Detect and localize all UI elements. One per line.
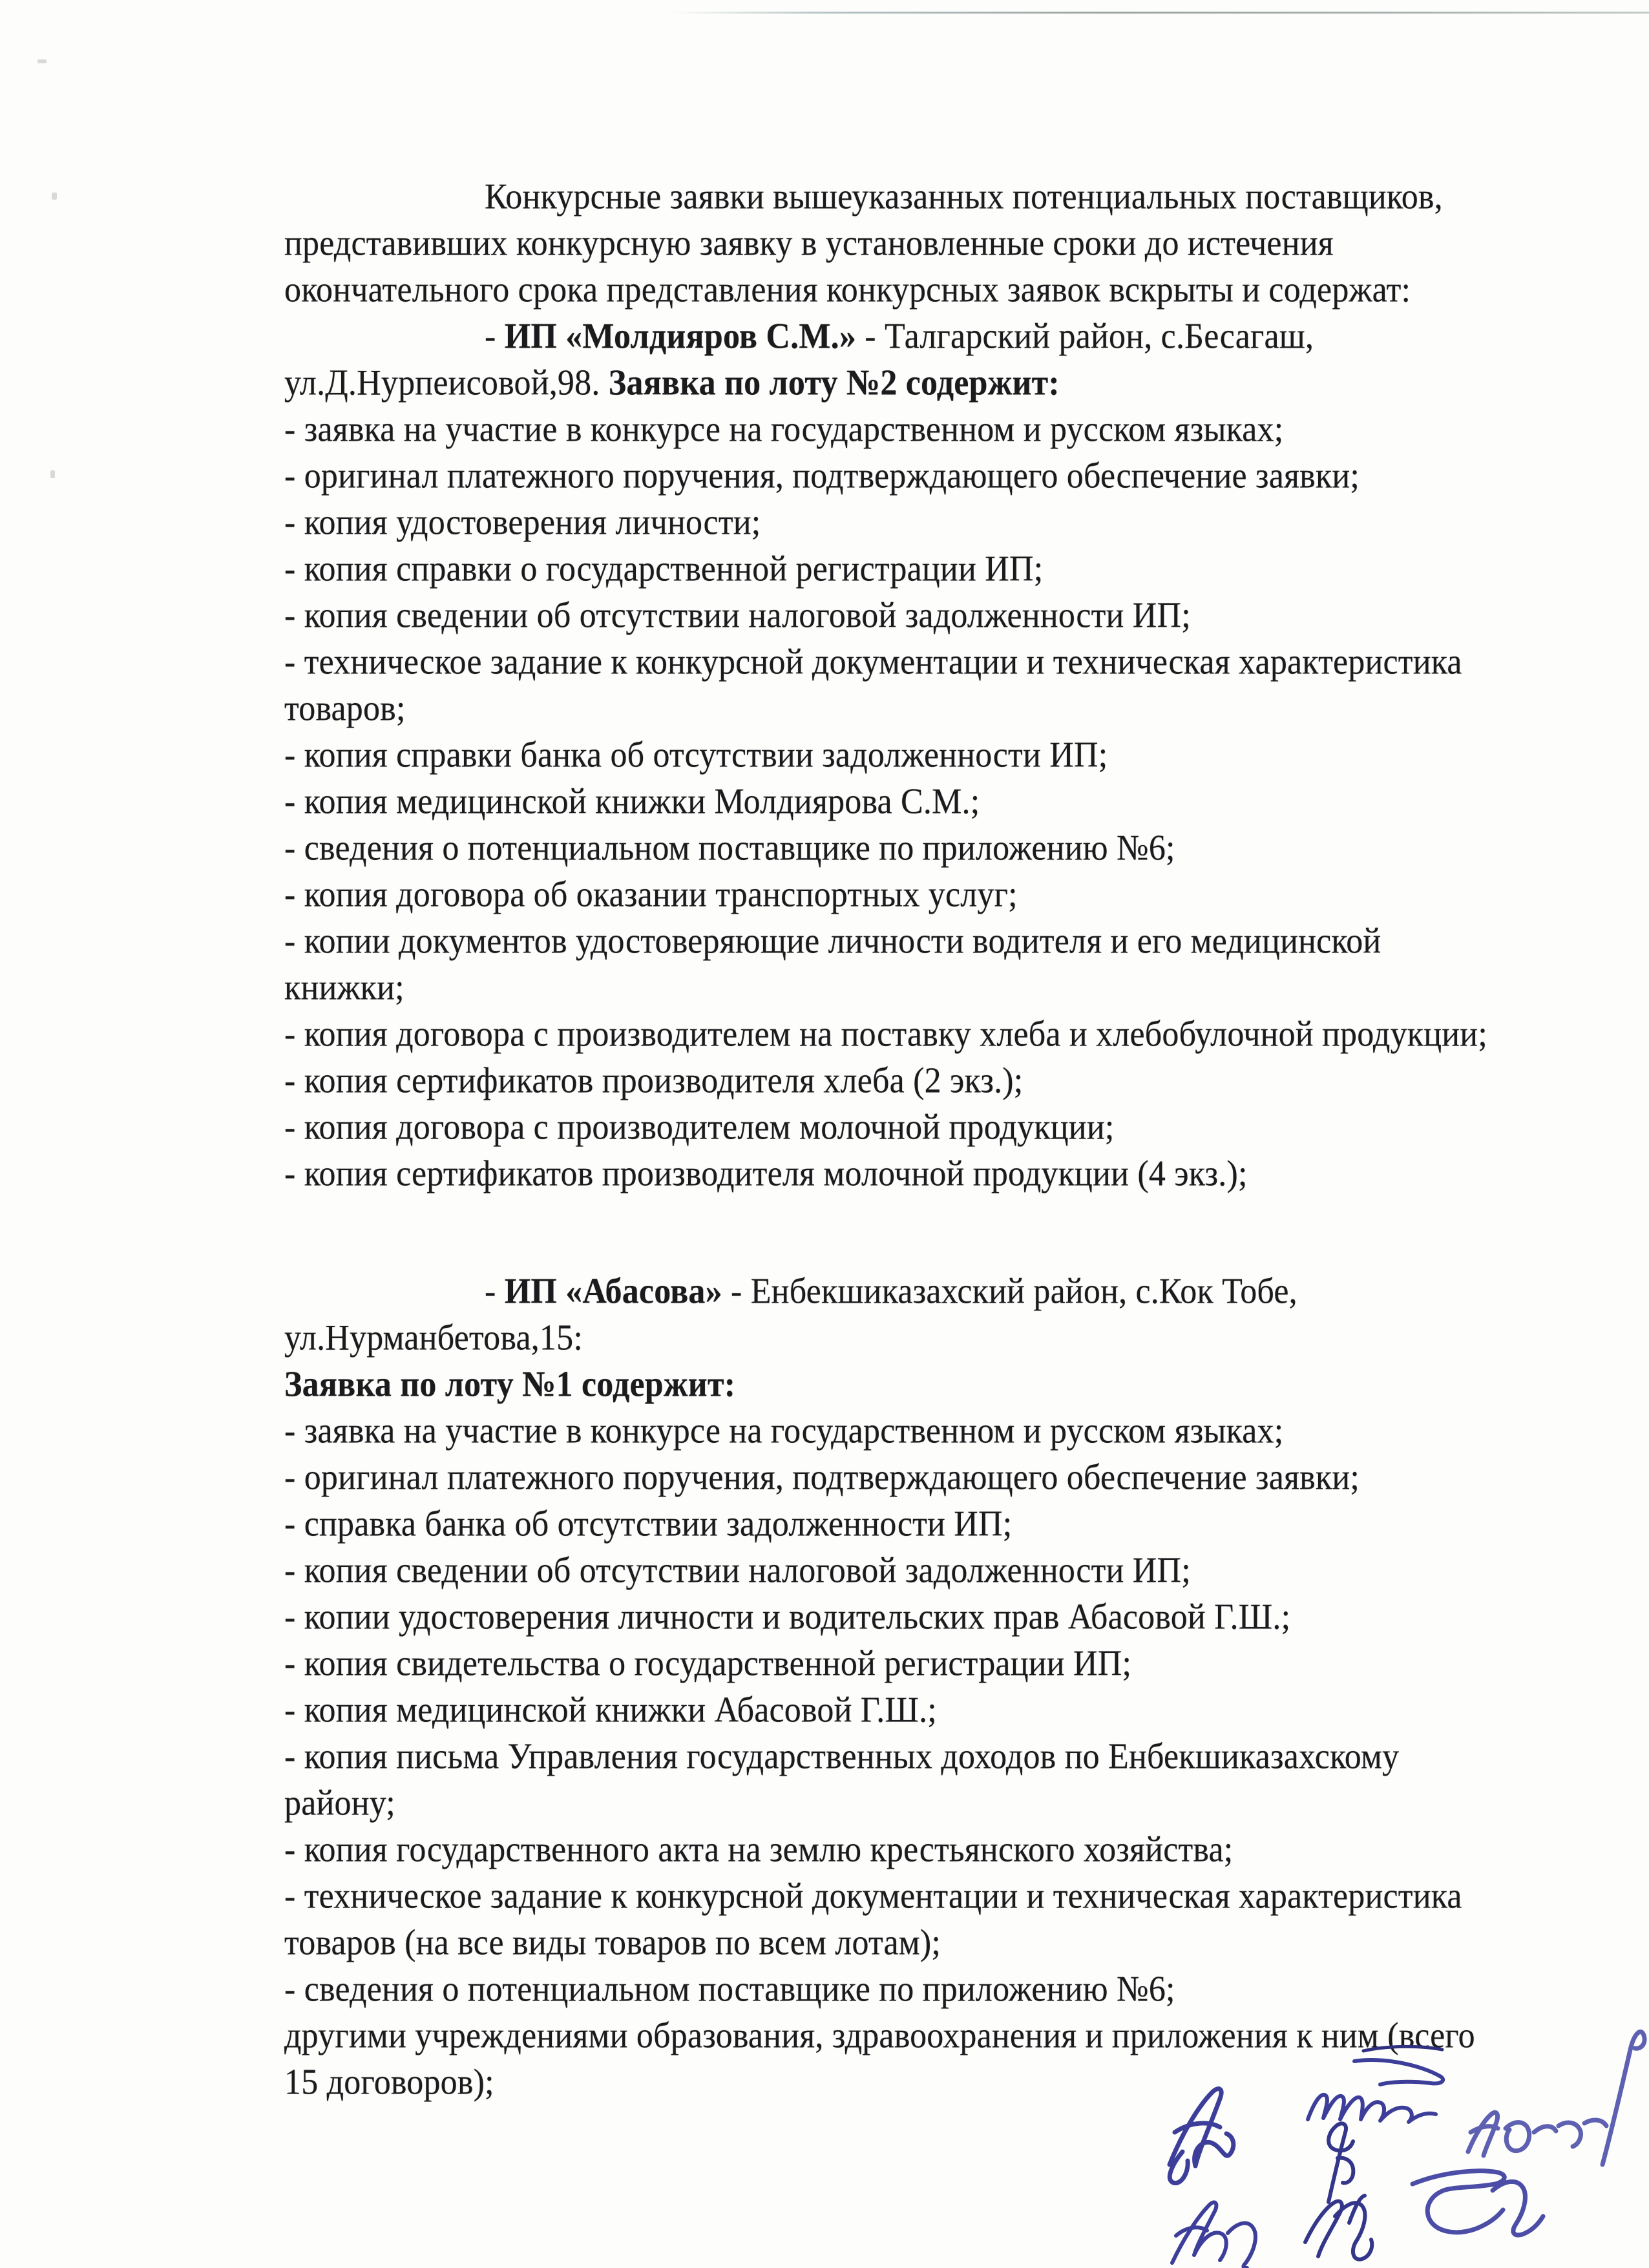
text-segment: - копии документов удостоверяющие личности водителя и его медицинской <box>284 921 1381 961</box>
text-line-content <box>284 777 980 828</box>
text-segment: другими учреждениями образования, здравоохранения и приложения к ним (всего <box>284 2016 1475 2056</box>
text-line-content <box>284 219 1334 269</box>
text-segment: ул.Нурманбетова,15: <box>284 1318 583 1358</box>
text-line <box>284 919 1487 965</box>
text-line <box>284 1641 1487 1688</box>
text-line-content <box>284 1872 1462 1922</box>
text-line-content <box>384 312 1314 362</box>
text-segment: - техническое задание к конкурсной документации и техническая характеристика <box>284 642 1462 682</box>
text-line-content <box>284 1918 941 1969</box>
text-segment: - копия договора с производителем на поставку хлеба и хлебобулочной продукции; <box>284 1014 1487 1055</box>
text-line-content <box>284 1150 1248 1200</box>
text-segment: - копия договора об оказании транспортных услуг; <box>284 875 1018 915</box>
text-line-content <box>284 1453 1360 1504</box>
text-line-content <box>284 1779 395 1829</box>
text-line-content <box>284 359 1060 409</box>
text-line-content <box>284 1732 1399 1783</box>
text-line <box>284 1874 1487 1920</box>
text-line-content <box>284 498 761 549</box>
text-line <box>284 1362 1487 1409</box>
signature-stroke-7 <box>1413 2171 1543 2235</box>
text-line-content <box>284 1593 1290 1643</box>
text-line <box>284 2013 1487 2060</box>
bold-text-segment: ИП «Абасова» <box>504 1272 722 1312</box>
text-line-content <box>384 173 1443 223</box>
text-line <box>284 1920 1487 1967</box>
text-segment: товаров; <box>284 689 406 729</box>
text-line-content <box>284 917 1381 967</box>
text-line-content <box>284 1407 1283 1457</box>
text-line <box>284 268 1487 314</box>
bold-text-segment: Заявка по лоту №1 содержит: <box>284 1365 736 1405</box>
text-line-content <box>284 266 1411 316</box>
text-line <box>284 1409 1487 1455</box>
text-line-content <box>384 1267 1297 1318</box>
text-line <box>284 733 1487 779</box>
signature-stroke-3 <box>1468 2032 1644 2165</box>
text-line-content <box>284 1103 1115 1153</box>
text-segment: - копия письма Управления государственных доходов по Енбекшиказахскому <box>284 1737 1400 1777</box>
text-segment: - копия медицинской книжки Молдиярова С.М.; <box>284 782 980 822</box>
text-line <box>284 454 1487 500</box>
text-line-content <box>284 1965 1175 2015</box>
text-line <box>284 640 1487 686</box>
signature-stroke-5 <box>1172 2202 1255 2268</box>
text-line <box>284 1688 1487 1734</box>
text-segment: - копия государственного акта на землю крестьянского хозяйства; <box>284 1830 1234 1870</box>
text-segment: - Енбекшиказахский район, с.Кок Тобе, <box>722 1272 1297 1312</box>
text-line-content <box>284 2058 494 2108</box>
text-line <box>284 1595 1487 1641</box>
text-line <box>284 1967 1487 2013</box>
text-line-content <box>284 1314 583 1364</box>
text-line <box>284 1548 1487 1595</box>
text-segment: книжки; <box>284 968 404 1008</box>
text-segment: - копия договора с производителем молочной продукции; <box>284 1108 1115 1148</box>
text-line-content <box>284 1360 735 1411</box>
text-line <box>284 221 1487 268</box>
text-line-content <box>284 638 1462 688</box>
text-segment: - копия сведении об отсутствии налоговой задолженности ИП; <box>284 1551 1191 1591</box>
text-segment: - копия справки банка об отсутствии задолженности ИП; <box>284 735 1108 775</box>
text-line-content <box>284 1639 1131 1690</box>
text-segment: - сведения о потенциальном поставщике по приложению №6; <box>284 1969 1175 2010</box>
text-segment: - сведения о потенциальном поставщике по приложению №6; <box>284 828 1175 868</box>
text-line <box>284 872 1487 919</box>
text-segment: окончательного срока представления конкурсных заявок вскрыты и содержат: <box>284 270 1411 310</box>
text-line <box>284 1502 1487 1548</box>
text-segment: Конкурсные заявки вышеуказанных потенциальных поставщиков, <box>485 177 1443 217</box>
text-line <box>284 1269 1487 1316</box>
text-line <box>284 1105 1487 1151</box>
text-segment: - <box>485 1272 505 1312</box>
text-line <box>284 547 1487 593</box>
text-line-content <box>284 963 404 1014</box>
text-line-content <box>284 1825 1233 1876</box>
text-line-content <box>284 2011 1475 2062</box>
text-segment: - Талгарский район, с.Бесагаш, <box>856 317 1314 357</box>
text-line <box>284 1455 1487 1502</box>
text-line <box>284 500 1487 547</box>
text-line-content <box>284 591 1191 642</box>
text-segment: - копия справки о государственной регистрации ИП; <box>284 549 1044 589</box>
text-line <box>284 314 1487 361</box>
text-line <box>284 1058 1487 1105</box>
text-segment: - копия медицинской книжки Абасовой Г.Ш.; <box>284 1690 937 1730</box>
text-segment: - копия сведении об отсутствии налоговой задолженности ИП; <box>284 596 1191 636</box>
text-line-content <box>284 1056 1023 1107</box>
text-line-content <box>284 545 1043 595</box>
text-segment: товаров (на все виды товаров по всем лотам); <box>284 1923 941 1963</box>
text-line <box>284 361 1487 407</box>
text-segment: - техническое задание к конкурсной документации и техническая характеристика <box>284 1876 1462 1916</box>
text-line <box>284 593 1487 640</box>
text-line <box>284 1827 1487 1874</box>
text-segment: - заявка на участие в конкурсе на государственном и русском языках; <box>284 1411 1284 1451</box>
bold-text-segment: Заявка по лоту №2 содержит: <box>608 363 1060 403</box>
text-segment: 15 договоров); <box>284 2063 494 2103</box>
text-line-content <box>284 684 406 735</box>
text-segment: - копия сертификатов производителя хлеба (2 экз.); <box>284 1061 1024 1101</box>
text-line <box>284 174 1487 221</box>
text-line-content <box>284 870 1018 921</box>
text-segment: - копия свидетельства о государственной регистрации ИП; <box>284 1644 1132 1684</box>
text-line <box>284 965 1487 1012</box>
text-line-content <box>284 824 1175 874</box>
text-line-content <box>284 1546 1191 1597</box>
text-line <box>284 1734 1487 1781</box>
text-segment: району; <box>284 1783 395 1823</box>
text-line-content <box>284 405 1283 456</box>
text-segment: ул.Д.Нурпеисовой,98. <box>284 363 609 403</box>
text-line <box>284 1316 1487 1362</box>
text-line <box>284 1151 1487 1198</box>
text-line <box>284 826 1487 872</box>
text-line-content <box>284 731 1108 781</box>
text-line <box>284 1012 1487 1058</box>
text-segment: - оригинал платежного поручения, подтверждающего обеспечение заявки; <box>284 456 1360 496</box>
text-segment: - копия удостоверения личности; <box>284 503 761 543</box>
text-line <box>284 779 1487 826</box>
text-segment: представивших конкурсную заявку в установленные сроки до истечения <box>284 224 1334 264</box>
text-line-content <box>284 1010 1487 1060</box>
text-line-content <box>284 1500 1012 1550</box>
text-segment: - <box>485 317 505 357</box>
text-line-content <box>284 1686 937 1736</box>
text-segment: - справка банка об отсутствии задолженности ИП; <box>284 1504 1013 1544</box>
text-segment: - заявка на участие в конкурсе на государственном и русском языках; <box>284 410 1284 450</box>
text-segment: - копии удостоверения личности и водительских прав Абасовой Г.Ш.; <box>284 1597 1291 1637</box>
text-line <box>284 686 1487 733</box>
text-line <box>284 2060 1487 2106</box>
signature-stroke-6 <box>1305 2196 1372 2260</box>
text-line-content <box>284 452 1360 502</box>
text-line <box>284 1781 1487 1827</box>
bold-text-segment: ИП «Молдияров С.М.» <box>504 317 857 357</box>
text-segment: - оригинал платежного поручения, подтверждающего обеспечение заявки; <box>284 1458 1360 1498</box>
text-line <box>284 407 1487 454</box>
signature-stroke-4 <box>1329 2123 1353 2202</box>
text-segment: - копия сертификатов производителя молочной продукции (4 экз.); <box>284 1154 1248 1194</box>
